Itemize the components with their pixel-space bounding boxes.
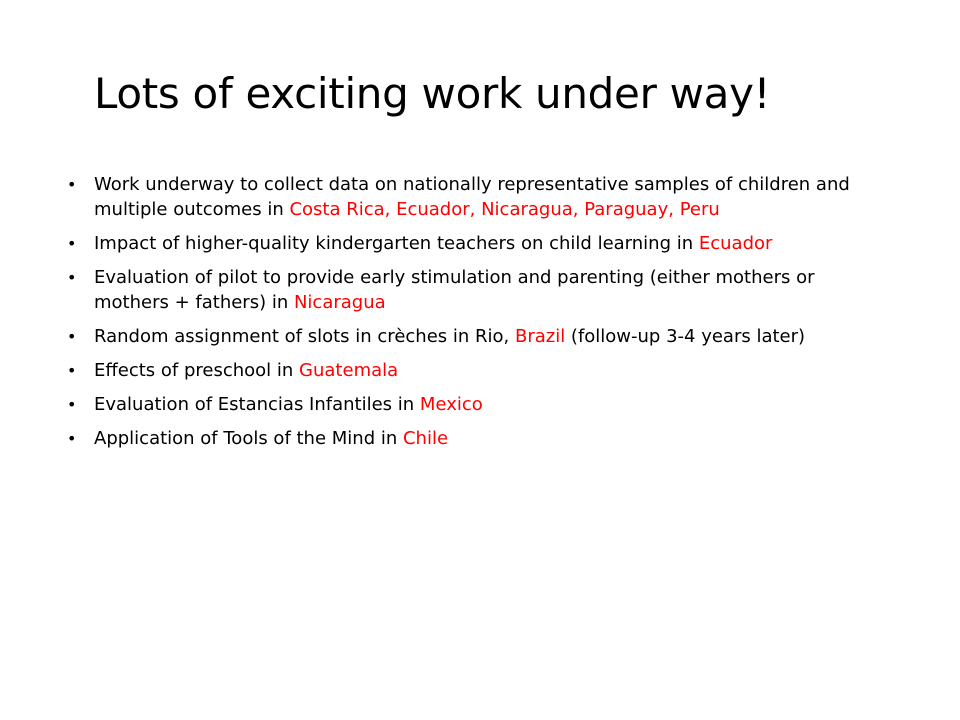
- bullet-highlight: Costa Rica, Ecuador, Nicaragua, Paraguay, Peru: [289, 199, 720, 220]
- bullet-item: [67, 426, 874, 451]
- bullet-text: Evaluation of pilot to provide early stimulation and parenting (either mothers or mothers + fathers) in: [94, 267, 815, 313]
- bullet-icon: •: [67, 361, 77, 380]
- bullet-item: [67, 172, 874, 222]
- bullet-icon: •: [67, 268, 77, 287]
- bullet-icon: •: [67, 234, 77, 253]
- slide-title: Lots of exciting work under way!: [94, 69, 771, 118]
- bullet-highlight: Nicaragua: [293, 292, 386, 313]
- bullet-highlight: Ecuador: [698, 233, 773, 254]
- bullet-icon: •: [67, 175, 77, 194]
- bullet-icon: •: [67, 429, 77, 448]
- bullet-list: [67, 172, 874, 460]
- bullet-highlight: Guatemala: [299, 360, 399, 381]
- bullet-highlight: Chile: [402, 428, 449, 449]
- bullet-icon: •: [67, 395, 77, 414]
- bullet-text: Work underway to collect data on nationally representative samples of children and multiple outcomes in: [94, 174, 850, 220]
- bullet-text: Impact of higher-quality kindergarten teachers on child learning in: [94, 233, 699, 254]
- bullet-item: [67, 358, 874, 383]
- bullet-item: [67, 324, 874, 349]
- bullet-highlight: Brazil: [514, 326, 566, 347]
- bullet-text: Random assignment of slots in crèches in Rio,: [94, 326, 515, 347]
- bullet-text: Application of Tools of the Mind in: [94, 428, 403, 449]
- bullet-highlight: Mexico: [419, 394, 483, 415]
- bullet-text-after: (follow-up 3-4 years later): [565, 326, 806, 347]
- bullet-icon: •: [67, 327, 77, 346]
- bullet-text: Effects of preschool in: [94, 360, 300, 381]
- bullet-item: [67, 265, 874, 315]
- bullet-text: Evaluation of Estancias Infantiles in: [94, 394, 420, 415]
- bullet-item: [67, 231, 874, 256]
- bullet-item: [67, 392, 874, 417]
